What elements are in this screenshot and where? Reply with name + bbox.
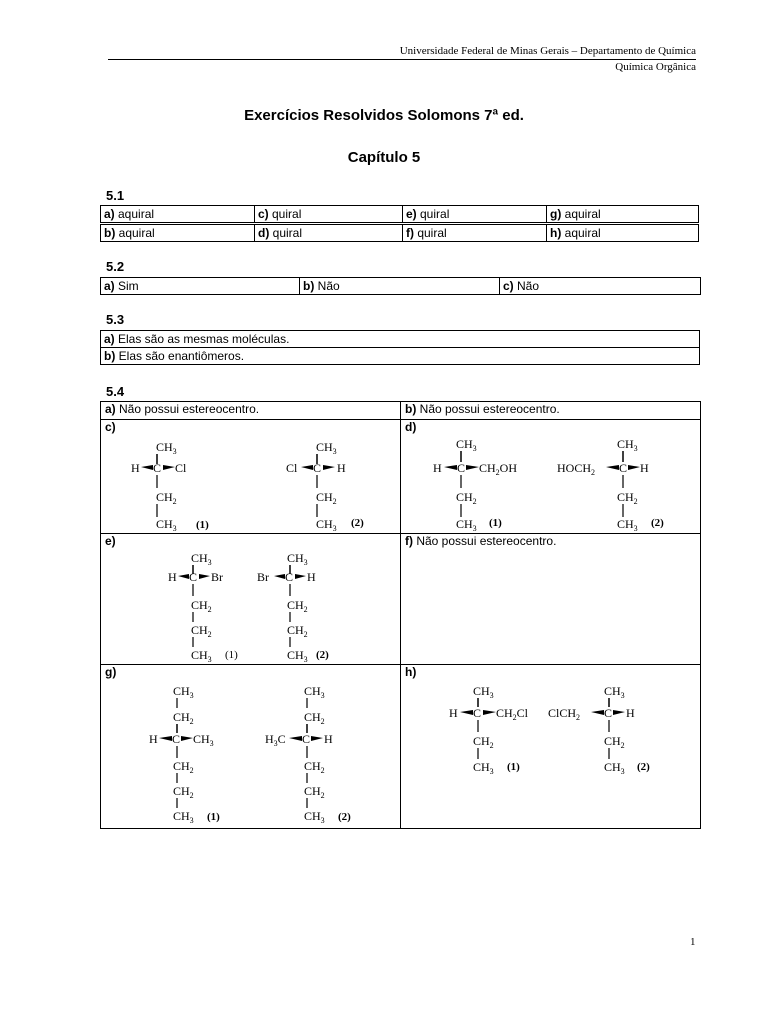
table-5-4 — [100, 401, 701, 829]
header-rule — [108, 59, 696, 60]
svg-text:CH2: $CH_2$ — [173, 784, 194, 800]
table-row — [101, 206, 699, 223]
answer-5-1-h: h) aquiral — [547, 225, 699, 242]
answer-5-4-g: g) $CH_3$ $CH_2$ H C $CH_3$ $CH_2$ $CH_2$ $CH_3$ (1) $CH_3$ $CH_2$ $H_3C$ C H $CH_2$ $CH_2$ $CH_3$ (2) — [101, 665, 401, 829]
answer-5-2-a: a) Sim — [101, 278, 300, 295]
answer-5-2-b: b) Não — [300, 278, 500, 295]
svg-text:(1): (1) — [207, 811, 220, 823]
svg-text:CH3: $CH_3$ — [191, 551, 212, 567]
enantiomer-d-2 — [557, 437, 664, 532]
svg-text:CH3: $CH_3$ — [156, 440, 177, 456]
answer-5-1-d: d) quiral — [255, 225, 403, 242]
answer-5-2-c: c) Não — [500, 278, 701, 295]
svg-text:(2): (2) — [637, 761, 650, 773]
svg-text:CH2: $CH_2$ — [287, 598, 308, 614]
table-row — [101, 420, 701, 534]
svg-text:Br: Br — [211, 570, 223, 584]
table-row — [101, 331, 700, 348]
svg-text:C: C — [457, 461, 466, 475]
svg-text:H: H — [337, 461, 346, 475]
svg-text:C: C — [604, 706, 613, 720]
svg-text:(1): (1) — [489, 517, 502, 529]
svg-text:CH2: $CH_2$ — [287, 623, 308, 639]
answer-5-1-f: f) quiral — [403, 225, 547, 242]
molecule-5-4-g — [101, 665, 399, 827]
table-5-1 — [100, 205, 699, 242]
svg-text:Cl: Cl — [286, 461, 298, 475]
svg-text:CH2: $CH_2$ — [604, 734, 625, 750]
answer-5-1-g: g) aquiral — [547, 206, 699, 223]
svg-text:(1): (1) — [225, 649, 238, 661]
section-5-2-heading: 5.2 — [106, 259, 125, 274]
svg-text:H3C: $H_3C$ — [265, 732, 286, 748]
answer-5-4-e: e) $CH_3$ H C Br $CH_2$ $CH_2$ $CH_3$ (1) $CH_3$ Br C H $CH_2$ $CH_2$ $CH_3$ (2) — [101, 534, 401, 665]
answer-5-4-f: f) Não possui estereocentro. — [401, 534, 701, 665]
svg-text:H: H — [149, 732, 158, 746]
svg-text:CH3: $CH_3$ — [173, 809, 194, 825]
svg-text:(1): (1) — [196, 519, 209, 531]
enantiomer-e-1 — [168, 551, 238, 664]
svg-text:CH3: $CH_3$ — [304, 684, 325, 700]
svg-text:H: H — [640, 461, 649, 475]
chapter-title: Capítulo 5 — [347, 149, 421, 166]
svg-text:CH2: $CH_2$ — [304, 784, 325, 800]
answer-5-3-b: b) Elas são enantiômeros. — [101, 348, 700, 365]
svg-text:CH3: $CH_3$ — [456, 517, 477, 532]
header-institution: Universidade Federal de Minas Gerais – Departamento de Química — [399, 45, 696, 57]
svg-text:CH3: $CH_3$ — [156, 517, 177, 532]
enantiomer-h-2 — [548, 684, 650, 776]
svg-text:CH2: $CH_2$ — [316, 490, 337, 506]
svg-text:Cl: Cl — [175, 461, 187, 475]
enantiomer-c-2 — [286, 440, 364, 532]
svg-text:CH3: $CH_3$ — [617, 517, 638, 532]
svg-text:Br: Br — [257, 570, 269, 584]
svg-text:CH3: $CH_3$ — [173, 684, 194, 700]
answer-5-4-h: h) $CH_3$ H C $CH_2Cl$ $CH_2$ $CH_3$ (1) $CH_3$ ClCH$_2$ C H $CH_2$ $CH_3$ (2) — [401, 665, 701, 829]
svg-text:CH2: $CH_2$ — [156, 490, 177, 506]
svg-text:CH3: $CH_3$ — [604, 684, 625, 700]
svg-text:H: H — [626, 706, 635, 720]
page-number: 1 — [690, 936, 696, 948]
svg-text:CH3: $CH_3$ — [304, 809, 325, 825]
answer-5-4-d: d) $CH_3$ H C $CH_2OH$ $CH_2$ $CH_3$ (1) $CH_3$ $HOCH_2$ C H $CH_2$ $CH_3$ (2) — [401, 420, 701, 534]
svg-text:CH3: $CH_3$ — [316, 440, 337, 456]
answer-5-4-b: b) Não possui estereocentro. — [401, 402, 701, 420]
table-row — [101, 402, 701, 420]
header-course: Química Orgânica — [615, 61, 696, 73]
svg-text:CH3: $CH_3$ — [473, 684, 494, 700]
section-5-4-heading: 5.4 — [106, 384, 125, 399]
svg-text:H: H — [131, 461, 140, 475]
svg-text:C: C — [285, 570, 294, 584]
svg-text:(2): (2) — [351, 517, 364, 529]
svg-text:CH3: $CH_3$ — [193, 732, 214, 748]
svg-text:CH2: $CH_2$ — [191, 598, 212, 614]
svg-text:H: H — [307, 570, 316, 584]
answer-5-4-c: c) $CH_3$ H C Cl $CH_2$ $CH_3$ (1) $CH_3$ Cl C H $CH_2$ $CH_3$ (2) — [101, 420, 401, 534]
molecule-5-4-d — [401, 420, 699, 532]
enantiomer-g-2 — [265, 684, 351, 825]
svg-text:CH2Cl: $CH_2Cl$ — [496, 706, 529, 722]
svg-text:C: C — [473, 706, 482, 720]
answer-5-1-a: a) aquiral — [101, 206, 255, 223]
svg-text:(2): (2) — [651, 517, 664, 529]
enantiomer-h-1 — [449, 684, 529, 776]
svg-text:CH3: $CH_3$ — [604, 760, 625, 776]
enantiomer-g-1 — [149, 684, 220, 825]
svg-text:C: C — [302, 732, 311, 746]
table-5-2 — [100, 277, 701, 295]
svg-text:CH2: $CH_2$ — [304, 759, 325, 775]
section-5-3-heading: 5.3 — [106, 312, 125, 327]
answer-5-3-a: a) Elas são as mesmas moléculas. — [101, 331, 700, 348]
svg-text:H: H — [433, 461, 442, 475]
document-title: Exercícios Resolvidos Solomons 7ª ed. — [244, 107, 524, 124]
svg-text:(1): (1) — [507, 761, 520, 773]
svg-text:CH2: $CH_2$ — [473, 734, 494, 750]
table-row — [101, 665, 701, 829]
svg-text:CH2: $CH_2$ — [191, 623, 212, 639]
svg-text:C: C — [189, 570, 198, 584]
svg-text:CH2: $CH_2$ — [456, 490, 477, 506]
molecule-5-4-e — [101, 534, 399, 664]
svg-text:H: H — [168, 570, 177, 584]
svg-text:CH3: $CH_3$ — [473, 760, 494, 776]
enantiomer-d-1 — [433, 437, 517, 532]
answer-5-4-a: a) Não possui estereocentro. — [101, 402, 401, 420]
table-row — [101, 534, 701, 665]
table-5-3 — [100, 330, 700, 365]
svg-text:HOCH2: $HOCH_2$ — [557, 461, 596, 477]
svg-text:H: H — [449, 706, 458, 720]
table-row — [101, 225, 699, 242]
svg-text:CH2OH: $CH_2OH$ — [479, 461, 518, 477]
svg-text:ClCH2: ClCH$_2$ — [548, 706, 581, 722]
svg-text:CH3: $CH_3$ — [287, 551, 308, 567]
svg-text:C: C — [153, 461, 162, 475]
answer-5-1-c: c) quiral — [255, 206, 403, 223]
svg-text:(2): (2) — [316, 649, 329, 661]
table-row — [101, 278, 701, 295]
enantiomer-c-1 — [131, 440, 209, 532]
svg-text:C: C — [619, 461, 628, 475]
answer-5-1-b: b) aquiral — [101, 225, 255, 242]
svg-text:C: C — [172, 732, 181, 746]
svg-text:CH2: $CH_2$ — [617, 490, 638, 506]
answer-5-1-e: e) quiral — [403, 206, 547, 223]
svg-text:CH2: $CH_2$ — [173, 710, 194, 726]
enantiomer-e-2 — [257, 551, 329, 664]
svg-text:(2): (2) — [338, 811, 351, 823]
svg-text:CH3: $CH_3$ — [456, 437, 477, 453]
svg-text:CH3: $CH_3$ — [287, 648, 308, 664]
svg-text:C: C — [313, 461, 322, 475]
svg-text:CH3: $CH_3$ — [617, 437, 638, 453]
svg-text:CH2: $CH_2$ — [304, 710, 325, 726]
molecule-5-4-h — [401, 665, 699, 827]
svg-text:CH2: $CH_2$ — [173, 759, 194, 775]
svg-text:CH3: $CH_3$ — [191, 648, 212, 664]
table-row — [101, 348, 700, 365]
section-5-1-heading: 5.1 — [106, 188, 125, 203]
svg-text:CH3: $CH_3$ — [316, 517, 337, 532]
molecule-5-4-c — [101, 420, 399, 532]
svg-text:H: H — [324, 732, 333, 746]
